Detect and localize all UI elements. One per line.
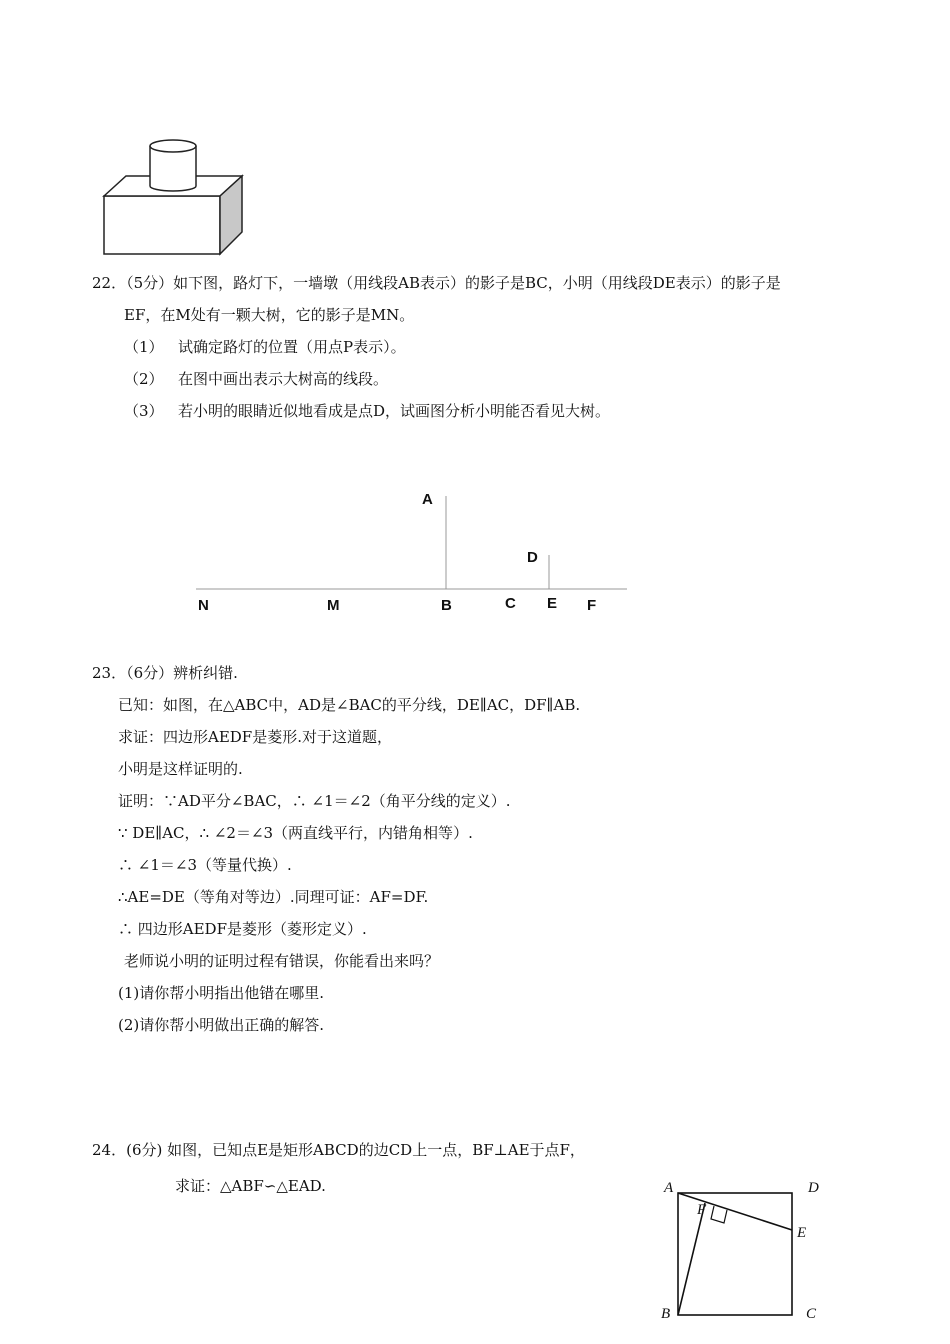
q22-sub1-number: （1）: [124, 338, 164, 356]
q24-prove: 求证：△ABF∽△EAD.: [175, 1177, 326, 1195]
q24-label-e: E: [797, 1225, 807, 1241]
q23-teacher-remark: 老师说小明的证明过程有错误，你能看出来吗？: [124, 952, 440, 970]
q22-sub2-text: 在图中画出表示大树高的线段。: [178, 370, 389, 388]
q24-label-d: D: [808, 1180, 819, 1196]
q23-header: 23．（6分）辨析纠错.: [92, 664, 238, 682]
segment-ae: [678, 1193, 792, 1230]
q23-given: 已知：如图，在△ABC中，AD是∠BAC的平分线，DE∥AC，DF∥AB.: [118, 696, 581, 714]
q23-step3: ∴ ∠1＝∠3（等量代换）.: [118, 856, 292, 874]
segment-bf: [678, 1203, 705, 1315]
q22-label-a: A: [422, 491, 433, 508]
q24-label-f: F: [697, 1202, 707, 1218]
q24-label-a: A: [664, 1180, 674, 1196]
q23-prove: 求证：四边形AEDF是菱形.对于这道题，: [118, 728, 392, 746]
q22-sub3-text: 若小明的眼睛近似地看成是点D，试画图分析小明能否看见大树。: [178, 402, 611, 420]
q22-label-n: N: [198, 597, 209, 614]
q24-header: 24．(6分) 如图，已知点E是矩形ABCD的边CD上一点，BF⊥AE于点F，: [92, 1141, 585, 1159]
q22-label-m: M: [327, 597, 340, 614]
q23-step4: ∴AE=DE（等角对等边）.同理可证：AF=DF.: [118, 888, 429, 906]
q22-label-d: D: [527, 549, 538, 566]
q22-label-f: F: [587, 597, 597, 614]
q22-label-b: B: [441, 597, 452, 614]
q22-label-e: E: [547, 595, 558, 612]
q22-label-c: C: [505, 595, 516, 612]
q23-ask1: (1)请你帮小明指出他错在哪里.: [118, 984, 325, 1002]
q24-label-b: B: [661, 1306, 671, 1322]
q23-intro: 小明是这样证明的.: [118, 760, 243, 778]
q22-sub3-number: （3）: [124, 402, 164, 420]
q24-label-c: C: [806, 1306, 817, 1322]
q22-sub1-text: 试确定路灯的位置（用点P表示）。: [178, 338, 406, 356]
q23-step1: 证明：∵AD平分∠BAC，∴ ∠1＝∠2（角平分线的定义）.: [118, 792, 511, 810]
q23-ask2: (2)请你帮小明做出正确的解答.: [118, 1016, 325, 1034]
q22-sub2-number: （2）: [124, 370, 164, 388]
q23-step5: ∴ 四边形AEDF是菱形（菱形定义）.: [118, 920, 367, 938]
q22-line2: EF，在M处有一颗大树，它的影子是MN。: [124, 306, 415, 324]
q22-line1: 22．（5分）如下图，路灯下，一墙墩（用线段AB表示）的影子是BC，小明（用线段DE表示）的影子是: [92, 274, 781, 292]
q23-step2: ∵ DE∥AC，∴ ∠2＝∠3（两直线平行，内错角相等）.: [118, 824, 473, 842]
